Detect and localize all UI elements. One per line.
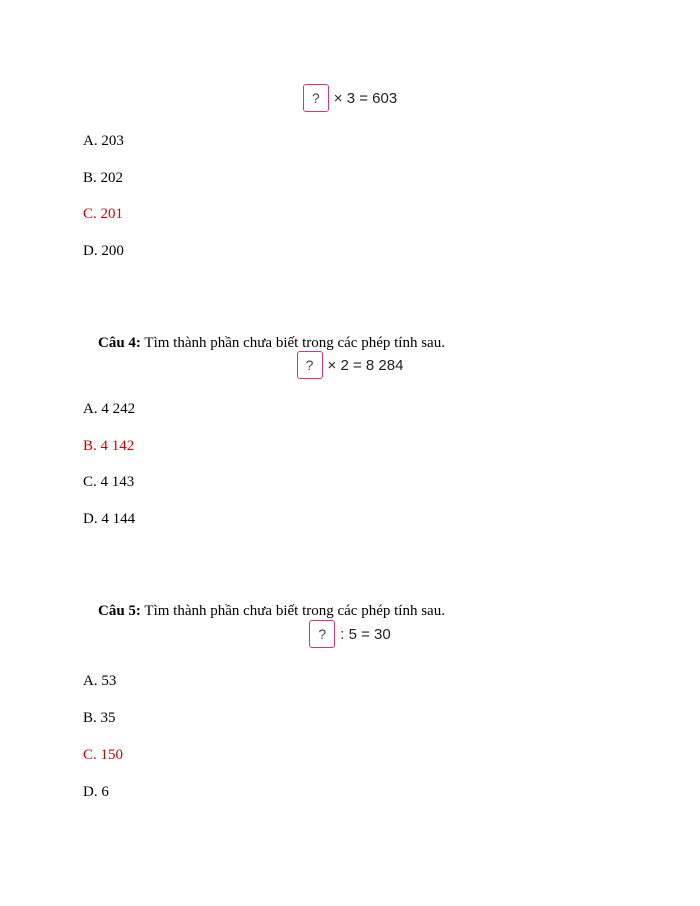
equation-block-3	[0, 620, 700, 648]
option-c-correct: C. 150	[83, 747, 124, 763]
equation-block-2	[0, 351, 700, 379]
option-a: A. 4 242	[83, 401, 136, 417]
option-a: A. 203	[83, 133, 124, 149]
option-b: B. 202	[83, 170, 124, 186]
option-d: D. 6	[83, 784, 109, 800]
equation-block-1	[0, 84, 700, 112]
question-label: Câu 4:	[98, 335, 141, 351]
unknown-box: ?	[309, 620, 335, 648]
option-d: D. 200	[83, 243, 124, 259]
question-text: Tìm thành phần chưa biết trong các phép tính sau.	[140, 335, 445, 351]
option-b-correct: B. 4 142	[83, 438, 135, 454]
option-c-correct: C. 201	[83, 206, 124, 222]
option-c: C. 4 143	[83, 474, 135, 490]
unknown-box: ?	[303, 84, 329, 112]
equation-text: × 2 = 8 284	[327, 356, 404, 374]
equation-text: : 5 = 30	[340, 625, 391, 643]
unknown-box: ?	[297, 351, 323, 379]
option-d: D. 4 144	[83, 511, 136, 527]
option-a: A. 53	[83, 673, 117, 689]
question-label: Câu 5:	[98, 603, 141, 619]
question-text: Tìm thành phần chưa biết trong các phép tính sau.	[140, 603, 445, 619]
equation-text: × 3 = 603	[333, 89, 398, 107]
option-b: B. 35	[83, 710, 116, 726]
